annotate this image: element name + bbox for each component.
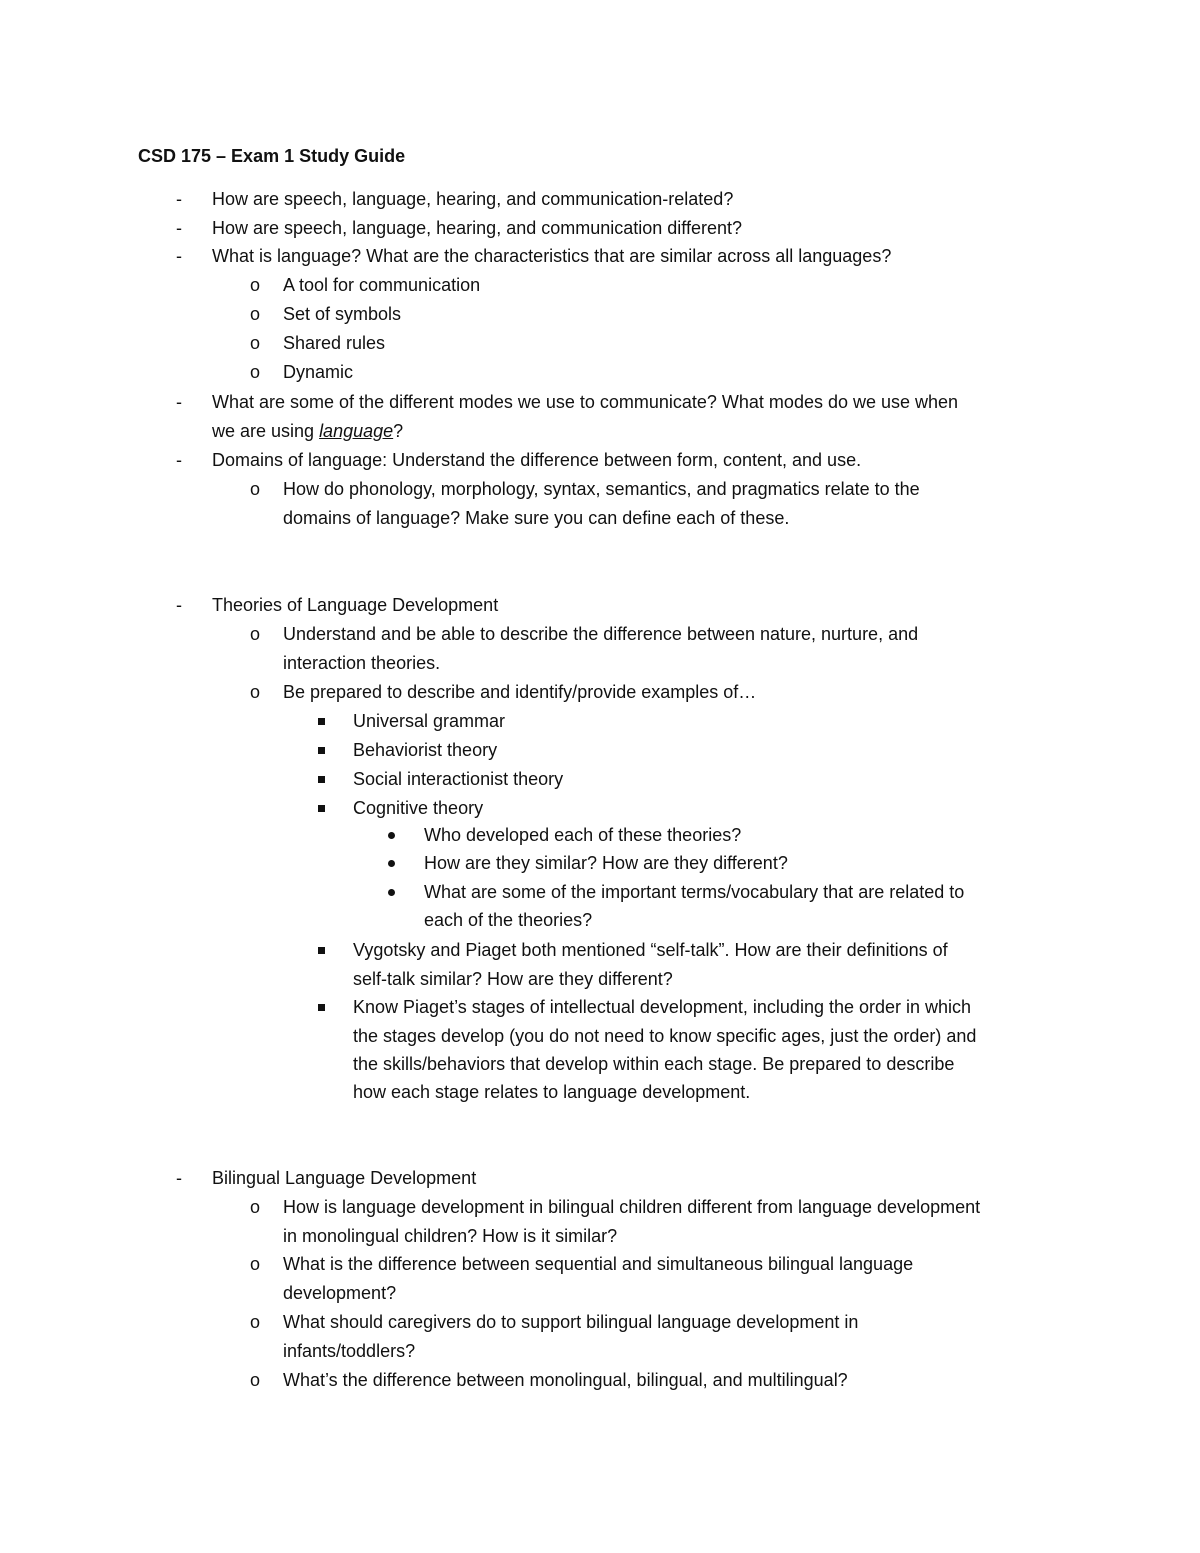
list-item: Shared rules xyxy=(283,333,386,353)
text-run: we are using xyxy=(212,421,320,441)
dash-marker: - xyxy=(176,392,182,412)
theory-item: Social interactionist theory xyxy=(353,769,564,789)
list-item: How is language development in bilingual children different from language development xyxy=(283,1197,981,1217)
circle-marker: o xyxy=(250,682,261,702)
list-item-continued: interaction theories. xyxy=(283,653,441,673)
question-text: How are speech, language, hearing, and communication-related? xyxy=(212,189,734,209)
theory-item: Behaviorist theory xyxy=(353,740,498,760)
dash-marker: - xyxy=(176,1168,182,1188)
circle-marker: o xyxy=(250,362,261,382)
bullet-item: Who developed each of these theories? xyxy=(424,825,742,845)
theory-item-continued: the stages develop (you do not need to know specific ages, just the order) and xyxy=(353,1026,977,1046)
theory-item: Universal grammar xyxy=(353,711,506,731)
list-item-continued: infants/toddlers? xyxy=(283,1341,416,1361)
list-item-continued: in monolingual children? How is it similar? xyxy=(283,1226,618,1246)
list-item-continued: development? xyxy=(283,1283,397,1303)
list-item: What is the difference between sequential and simultaneous bilingual language xyxy=(283,1254,914,1274)
document-title: CSD 175 – Exam 1 Study Guide xyxy=(138,146,406,166)
list-item: How do phonology, morphology, syntax, semantics, and pragmatics relate to the xyxy=(283,479,920,499)
theory-item: Vygotsky and Piaget both mentioned “self-talk”. How are their definitions of xyxy=(353,940,948,960)
theory-item-continued: self-talk similar? How are they different? xyxy=(353,969,673,989)
list-item: A tool for communication xyxy=(283,275,481,295)
circle-marker: o xyxy=(250,624,261,644)
circle-marker: o xyxy=(250,1197,261,1217)
list-item-continued: domains of language? Make sure you can define each of these. xyxy=(283,508,790,528)
list-item: Understand and be able to describe the difference between nature, nurture, and xyxy=(283,624,919,644)
theory-item: Cognitive theory xyxy=(353,798,484,818)
circle-marker: o xyxy=(250,1312,261,1332)
section-heading: Theories of Language Development xyxy=(212,595,499,615)
theory-item: Know Piaget’s stages of intellectual development, including the order in which xyxy=(353,997,972,1017)
circle-marker: o xyxy=(250,1254,261,1274)
circle-marker: o xyxy=(250,275,261,295)
square-bullet-icon xyxy=(318,718,325,725)
question-text: How are speech, language, hearing, and communication different? xyxy=(212,218,743,238)
dash-marker: - xyxy=(176,595,182,615)
circle-marker: o xyxy=(250,479,261,499)
emphasized-word: language xyxy=(319,421,394,441)
square-bullet-icon xyxy=(318,805,325,812)
list-item: What’s the difference between monolingual, bilingual, and multilingual? xyxy=(283,1370,848,1390)
section-heading: Bilingual Language Development xyxy=(212,1168,477,1188)
dash-marker: - xyxy=(176,246,182,266)
list-item: What should caregivers do to support bilingual language development in xyxy=(283,1312,859,1332)
theory-item-continued: how each stage relates to language development. xyxy=(353,1082,751,1102)
question-text: What are some of the different modes we use to communicate? What modes do we use when xyxy=(212,392,959,412)
list-item: Dynamic xyxy=(283,362,354,382)
round-bullet-icon xyxy=(388,860,395,867)
list-item: Set of symbols xyxy=(283,304,402,324)
circle-marker: o xyxy=(250,304,261,324)
text-run: ? xyxy=(393,421,404,441)
square-bullet-icon xyxy=(318,776,325,783)
square-bullet-icon xyxy=(318,1004,325,1011)
dash-marker: - xyxy=(176,450,182,470)
circle-marker: o xyxy=(250,333,261,353)
question-text: Domains of language: Understand the difference between form, content, and use. xyxy=(212,450,862,470)
square-bullet-icon xyxy=(318,947,325,954)
square-bullet-icon xyxy=(318,747,325,754)
list-item: Be prepared to describe and identify/provide examples of… xyxy=(283,682,757,702)
round-bullet-icon xyxy=(388,889,395,896)
question-text-continued xyxy=(212,417,403,446)
theory-item-continued: the skills/behaviors that develop within each stage. Be prepared to describe xyxy=(353,1054,955,1074)
bullet-item: How are they similar? How are they different? xyxy=(424,853,788,873)
bullet-item: What are some of the important terms/vocabulary that are related to xyxy=(424,882,965,902)
dash-marker: - xyxy=(176,218,182,238)
circle-marker: o xyxy=(250,1370,261,1390)
bullet-item-continued: each of the theories? xyxy=(424,910,593,930)
round-bullet-icon xyxy=(388,832,395,839)
question-text: What is language? What are the characteristics that are similar across all languages? xyxy=(212,246,892,266)
dash-marker: - xyxy=(176,189,182,209)
